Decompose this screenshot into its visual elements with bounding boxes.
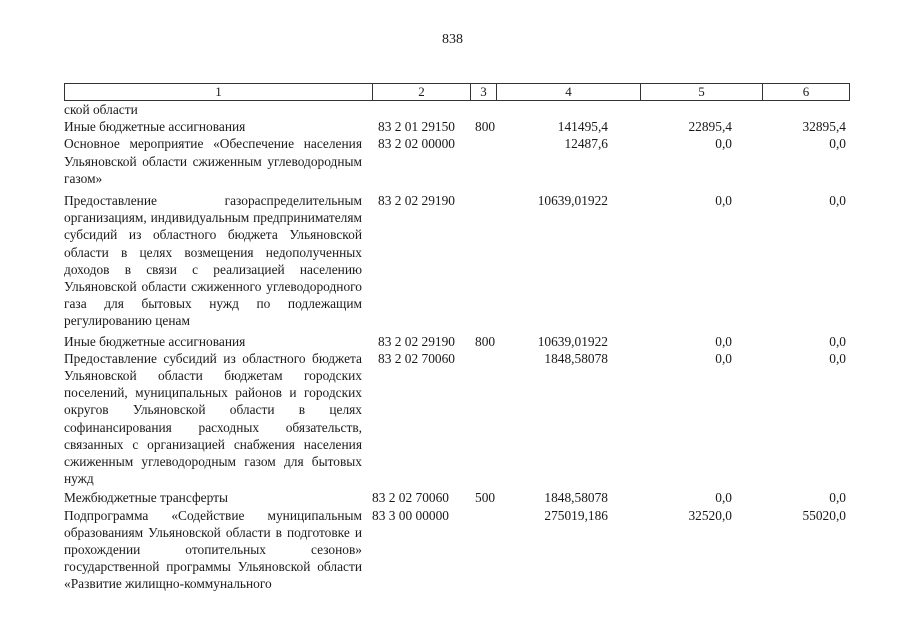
row-code: 83 2 02 29190 xyxy=(378,193,455,209)
row-amount-col4: 1848,58078 xyxy=(544,490,608,506)
table-row xyxy=(0,135,905,187)
row-description: Иные бюджетные ассигнования xyxy=(64,333,246,349)
table-header xyxy=(64,83,850,101)
page-number: 838 xyxy=(442,32,463,47)
row-amount-col6: 0,0 xyxy=(829,350,846,366)
row-amount-col4: 141495,4 xyxy=(557,119,608,135)
row-code: 83 2 02 70060 xyxy=(372,490,449,506)
table-row xyxy=(0,118,905,135)
row-amount-col5: 22895,4 xyxy=(688,119,732,135)
row-description: Подпрограмма «Содействие муниципальным образованиям Ульяновской области в подготовке и прохождении отопительных сезонов» государственной программы Ульяновской области «Развитие жилищно-коммунального xyxy=(64,507,362,592)
table-body xyxy=(0,101,905,593)
row-amount-col4: 12487,6 xyxy=(564,136,608,152)
row-description: Иные бюджетные ассигнования xyxy=(64,119,246,135)
row-amount-col6: 32895,4 xyxy=(802,119,846,135)
row-expense-type: 500 xyxy=(475,490,496,506)
row-amount-col5: 0,0 xyxy=(715,490,732,506)
row-amount-col5: 0,0 xyxy=(715,193,732,209)
row-amount-col5: 0,0 xyxy=(715,136,732,152)
table-row xyxy=(0,507,905,593)
row-amount-col4: 10639,01922 xyxy=(537,333,608,349)
row-amount-col6: 55020,0 xyxy=(802,507,846,523)
row-code: 83 2 02 00000 xyxy=(378,136,455,152)
row-description: ской области xyxy=(64,102,138,117)
row-amount-col4: 275019,186 xyxy=(544,507,608,523)
header-col-2: 2 xyxy=(373,84,471,100)
row-amount-col6: 0,0 xyxy=(829,333,846,349)
row-expense-type: 800 xyxy=(475,333,496,349)
header-col-5: 5 xyxy=(641,84,763,100)
table-row xyxy=(0,187,905,330)
row-amount-col6: 0,0 xyxy=(829,136,846,152)
row-amount-col6: 0,0 xyxy=(829,490,846,506)
row-description: Предоставление субсидий из областного бюджета Ульяновской области бюджетам городских поселений, муниципальных районов и городских округов Ульяновской области в целях софинансирования расходных обязательств, связанных с организацией снабжения населения сжиженным углеводородным газом для бытовых нужд xyxy=(64,350,362,487)
row-amount-col5: 0,0 xyxy=(715,350,732,366)
row-code: 83 3 00 00000 xyxy=(372,507,449,523)
row-description: Основное мероприятие «Обеспечение населения Ульяновской области сжиженным углеводородным газом» xyxy=(64,136,362,186)
table-row xyxy=(0,487,905,506)
table-row xyxy=(0,350,905,488)
row-amount-col4: 10639,01922 xyxy=(537,193,608,209)
table-row xyxy=(0,330,905,350)
header-col-6: 6 xyxy=(802,84,810,99)
row-code: 83 2 01 29150 xyxy=(378,119,455,135)
row-code: 83 2 02 70060 xyxy=(378,350,455,366)
row-code: 83 2 02 29190 xyxy=(378,333,455,349)
header-col-1: 1 xyxy=(65,84,373,100)
row-expense-type: 800 xyxy=(475,119,496,135)
row-amount-col6: 0,0 xyxy=(829,193,846,209)
header-col-4: 4 xyxy=(497,84,641,100)
table-row xyxy=(0,101,905,118)
row-amount-col4: 1848,58078 xyxy=(544,350,608,366)
row-description: Предоставление газораспределительным организациям, индивидуальным предпринимателям субсидий из областного бюджета Ульяновской области в целях возмещения недополученных доходов в связи с реализацией населению Ульяновской области сжиженного углеводородного газа для бытовых нужд по подлежащим регулированию ценам xyxy=(64,193,362,329)
header-col-3: 3 xyxy=(471,84,497,100)
row-amount-col5: 32520,0 xyxy=(688,507,732,523)
row-description: Межбюджетные трансферты xyxy=(64,490,228,506)
row-amount-col5: 0,0 xyxy=(715,333,732,349)
